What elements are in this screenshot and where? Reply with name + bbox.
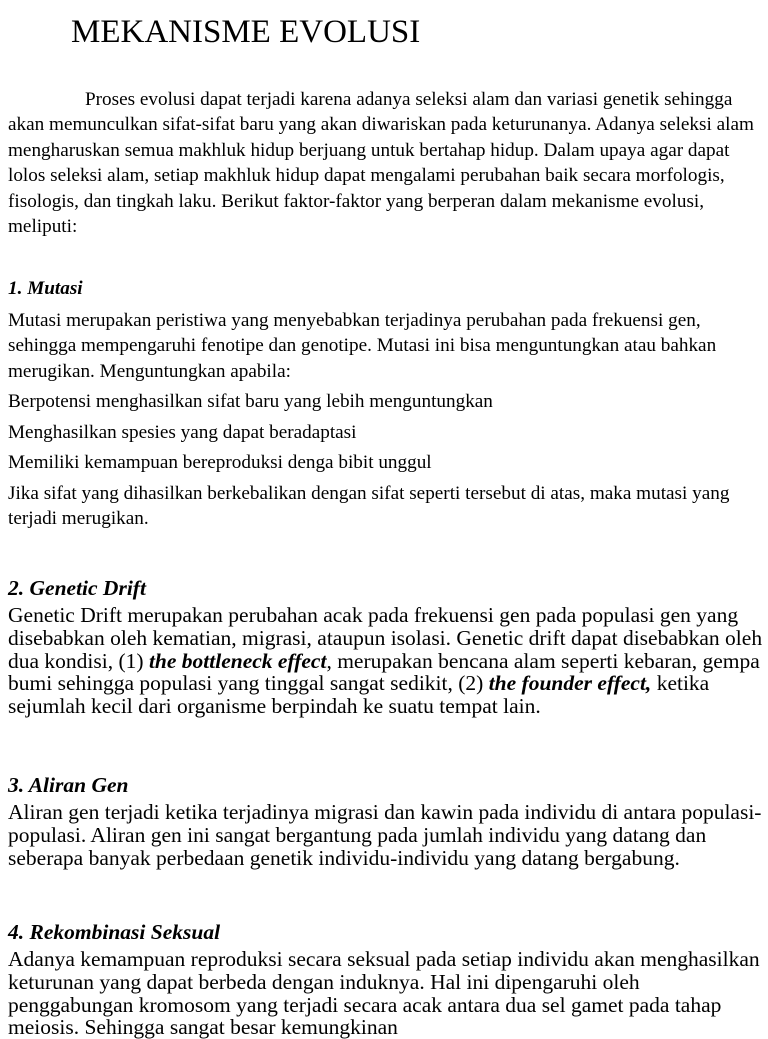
genetic-drift-text-1: Genetic Drift merupakan perubahan acak pada frekuensi gen pada populasi gen yang disebabkan oleh kematian, migrasi, ataupun isolasi. Genetic drift dapat disebabkan oleh dua kondisi, (1) [8,603,763,673]
mutasi-item: Berpotensi menghasilkan sifat baru yang lebih menguntungkan [8,391,493,412]
founder-effect-term: the founder effect, [488,671,652,696]
mutasi-item: Menghasilkan spesies yang dapat beradaptasi [8,422,357,443]
genetic-drift-body [8,604,763,718]
mutasi-closing: Jika sifat yang dihasilkan berkebalikan dengan sifat seperti tersebut di atas, maka mutasi yang terjadi merugikan. [8,483,730,530]
aliran-gen-body: Aliran gen terjadi ketika terjadinya migrasi dan kawin pada individu di antara populasi-populasi. Aliran gen ini sangat bergantung pada jumlah individu yang datang dan seberapa banyak perbedaan genetik individu-individu yang datang bergabung. [8,800,762,870]
page-title: MEKANISME EVOLUSI [71,14,421,50]
genetic-drift-text-2: , merupakan bencana alam seperti kebaran, gempa bumi sehingga populasi yang tinggal sangat sedikit, (2) [8,648,760,696]
heading-mutasi: 1. Mutasi [8,278,83,299]
bottleneck-effect-term: the bottleneck effect [148,648,327,673]
heading-rekombinasi-seksual: 4. Rekombinasi Seksual [8,920,221,944]
mutasi-body: Mutasi merupakan peristiwa yang menyebabkan terjadinya perubahan pada frekuensi gen, sehingga mempengaruhi fenotipe dan genotipe. Mutasi ini bisa menguntungkan atau bahkan merugikan. Menguntungkan apabila: [8,310,717,382]
intro-text: Proses evolusi dapat terjadi karena adanya seleksi alam dan variasi genetik sehingga akan memunculkan sifat-sifat baru yang akan diwariskan pada keturunanya. Adanya seleksi alam mengharuskan semua makhluk hidup berjuang untuk bertahap hidup. Dalam upaya agar dapat lolos seleksi alam, setiap makhluk hidup dapat mengalami perubahan baik secara morfologis, fisologis, dan tingkah laku. Berikut faktor-faktor yang berperan dalam mekanisme evolusi, meliputi: [8,89,754,238]
intro-paragraph [8,87,760,239]
genetic-drift-text-3: ketika sejumlah kecil dari organisme berpindah ke suatu tempat lain. [8,671,710,719]
rekombinasi-body: Adanya kemampuan reproduksi secara seksual pada setiap individu akan menghasilkan keturunan yang dapat berbeda dengan induknya. Hal ini dipengaruhi oleh penggabungan kromosom yang terjadi secara acak antara dua sel gamet pada tahap meiosis. Sehingga sangat besar kemungkinan [8,947,760,1039]
heading-genetic-drift: 2. Genetic Drift [8,576,146,600]
mutasi-item: Memiliki kemampuan bereproduksi denga bibit unggul [8,452,432,473]
heading-aliran-gen: 3. Aliran Gen [8,773,129,797]
